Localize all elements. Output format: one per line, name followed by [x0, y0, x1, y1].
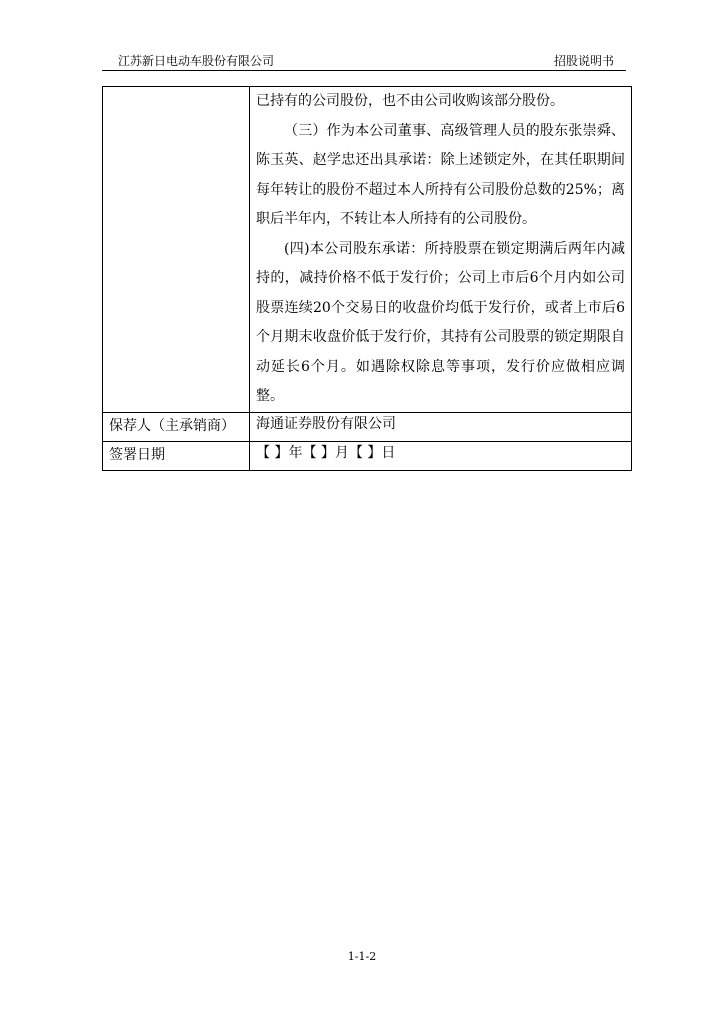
commitment-item-3: （三）作为本公司董事、高级管理人员的股东张崇舜、陈玉英、赵学忠还出具承诺：除上述锁定外，在其任职期间每年转让的股份不超过本人所持有公司股份总数的25%；离职后半年内，不转让本人所持有的公司股份。 — [256, 122, 625, 227]
commitment-intro: 已持有的公司股份，也不由公司收购该部分股份。 — [256, 93, 564, 109]
sponsor-row — [103, 412, 632, 441]
info-table — [102, 86, 632, 471]
page-number: 1-1-2 — [347, 950, 377, 963]
page-header — [102, 48, 626, 71]
commitment-content-cell — [250, 87, 632, 413]
signing-date-row — [103, 441, 632, 470]
document-type: 招股说明书 — [553, 54, 614, 68]
company-name: 江苏新日电动车股份有限公司 — [118, 54, 275, 68]
signing-date-value: 【 】年【 】月【 】日 — [250, 441, 632, 470]
sponsor-value: 海通证券股份有限公司 — [250, 412, 632, 441]
signing-date-label: 签署日期 — [103, 441, 250, 470]
commitment-item-4: (四)本公司股东承诺：所持股票在锁定期满后两年内减持的，减持价格不低于发行价；公司上市后6个月内如公司股票连续20个交易日的收盘价均低于发行价，或者上市后6个月期末收盘价低于发行价，其持有公司股票的锁定期限自动延长6个月。如遇除权除息等事项，发行价应做相应调整。 — [256, 240, 625, 404]
commitment-label-cell — [103, 87, 250, 413]
sponsor-label: 保荐人（主承销商） — [103, 412, 250, 441]
commitment-row — [103, 87, 632, 413]
